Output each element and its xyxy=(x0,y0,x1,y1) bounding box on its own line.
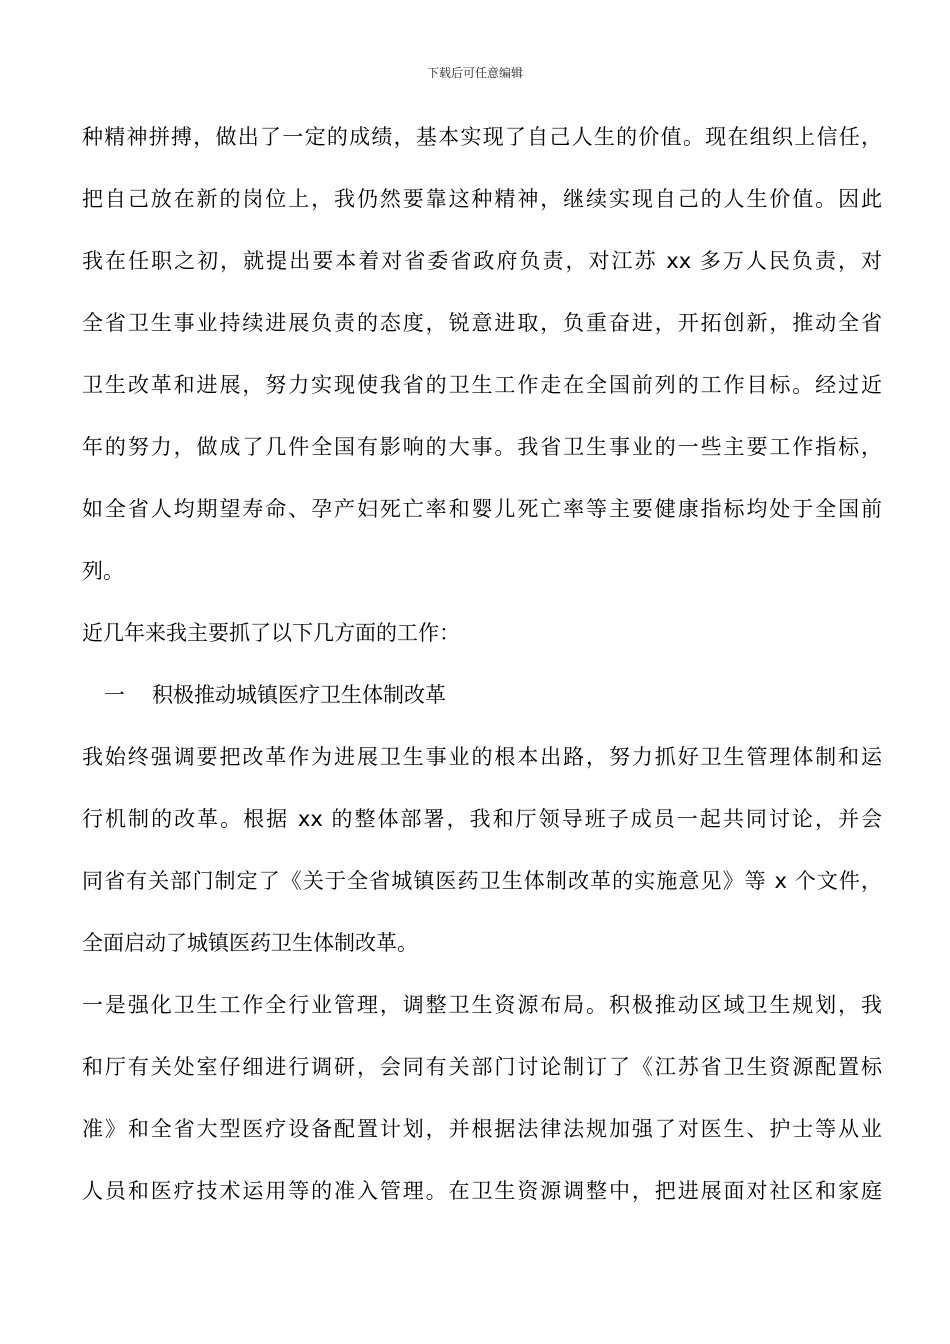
paragraph-line: 如全省人均期望寿命、孕产妇死亡率和婴儿死亡率等主要健康指标均处于全国前 xyxy=(82,497,882,521)
paragraph-line: 全面启动了城镇医药卫生体制改革。 xyxy=(82,931,418,955)
paragraph-line: 同省有关部门制定了《关于全省城镇医药卫生体制改革的实施意见》等 x 个文件， xyxy=(82,869,882,893)
paragraph-line: 种精神拼搏，做出了一定的成绩，基本实现了自己人生的价值。现在组织上信任， xyxy=(82,125,882,149)
paragraph-line: 卫生改革和进展，努力实现使我省的卫生工作走在全国前列的工作目标。经过近 xyxy=(82,373,882,397)
paragraph-line: 近几年来我主要抓了以下几方面的工作： xyxy=(82,621,460,645)
section-heading-title: 积极推动城镇医疗卫生体制改革 xyxy=(152,683,446,707)
section-heading xyxy=(82,664,882,726)
paragraph-line: 行机制的改革。根据 xx 的整体部署，我和厅领导班子成员一起共同讨论，并会 xyxy=(82,807,882,831)
section-heading-number: 一 xyxy=(104,683,125,707)
paragraph-line: 全省卫生事业持续进展负责的态度，锐意进取，负重奋进，开拓创新，推动全省 xyxy=(82,311,882,335)
paragraph-line: 我始终强调要把改革作为进展卫生事业的根本出路，努力抓好卫生管理体制和运 xyxy=(82,745,882,769)
paragraph-line: 人员和医疗技术运用等的准入管理。在卫生资源调整中，把进展面对社区和家庭 xyxy=(82,1179,882,1203)
paragraph-line: 我在任职之初，就提出要本着对省委省政府负责，对江苏 xx 多万人民负责，对 xyxy=(82,249,882,273)
paragraph-line: 列。 xyxy=(82,559,124,583)
paragraph-line: 把自己放在新的岗位上，我仍然要靠这种精神，继续实现自己的人生价值。因此 xyxy=(82,187,882,211)
page-header-note: 下载后可任意编辑 xyxy=(426,66,523,80)
paragraph-line: 一是强化卫生工作全行业管理，调整卫生资源布局。积极推动区域卫生规划，我 xyxy=(82,993,882,1017)
document-body xyxy=(82,106,882,1222)
paragraph-line: 年的努力，做成了几件全国有影响的大事。我省卫生事业的一些主要工作指标， xyxy=(82,435,882,459)
paragraph-line: 准》和全省大型医疗设备配置计划，并根据法律法规加强了对医生、护士等从业 xyxy=(82,1117,882,1141)
paragraph-line: 和厅有关处室仔细进行调研，会同有关部门讨论制订了《江苏省卫生资源配置标 xyxy=(82,1055,882,1079)
